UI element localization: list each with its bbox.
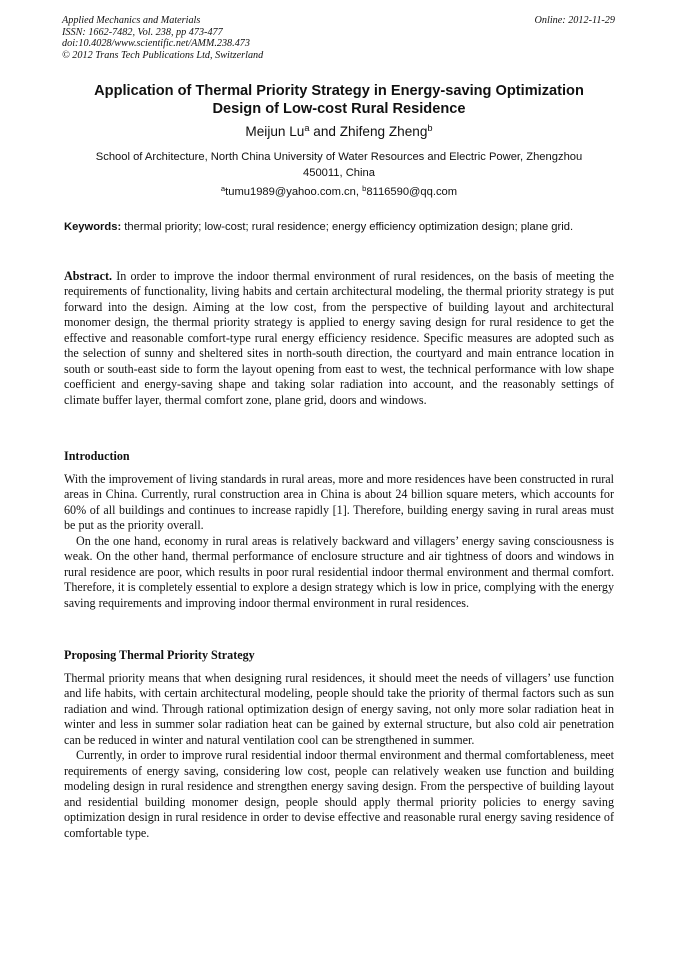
abstract-text: In order to improve the indoor thermal environment of rural residences, on the basis of meeting the requirements of functionality, living habits and certain architectural modeling, the thermal priority strategy is put forward into the design. Aiming at the low cost, from the perspective of building layout and architectural monomer design, the thermal priority strategy is applied to energy saving design for rural residence to get the effective and reasonable comfort-type rural energy efficiency residence. Specific measures are adopted such as the selection of sunny and sheltered sites in north-south direction, the courtyard and main entrance location in south or south-east side to form the layout opening from east to west, the technical performance with low shape coefficient and energy-saving shape and taking solar radiation into account, and the reasonably settings of climate buffer layer, thermal comfort zone, plane grid, doors and windows. [64,269,614,407]
affiliation [56,149,622,181]
author-2-name: Zhifeng Zheng [339,124,428,139]
proposing-heading: Proposing Thermal Priority Strategy [64,648,255,662]
introduction-heading: Introduction [64,449,130,463]
title-line-1: Application of Thermal Priority Strategy in Energy-saving Optimization [94,83,584,99]
proposing-paragraph-1: Thermal priority means that when designing rural residences, it should meet the needs of villagers’ use function and life habits, with certain architectural modeling, people should take the priority of thermal factors such as sun radiation and wind. Through rational optimization design of energy saving, not only more solar radiation heat in winter and less in summer solar radiation heat can be gained by external structure, but also cold air penetration can be reduced in winter and natural ventilation cool can be strengthened in summer. [64,671,614,747]
affiliation-line-1: School of Architecture, North China University of Water Resources and Electric Power, Zhengzhou [95,151,583,163]
abstract-label: Abstract. [64,269,113,283]
doi-line: doi:10.4028/www.scientific.net/AMM.238.473 [62,38,250,50]
affiliation-line-2: 450011, China [303,167,375,179]
proposing-section [64,671,614,841]
email-b-link[interactable]: 8116590@qq.com [366,186,458,198]
issn-line: ISSN: 1662-7482, Vol. 238, pp 473-477 [62,26,223,38]
author-1-marker: a [304,122,310,133]
author-list [40,123,638,141]
keywords-label: Keywords: [64,221,122,233]
proposing-paragraph-2: Currently, in order to improve rural residential indoor thermal environment and thermal comfortableness, meet requirements of energy saving, considering low cost, people can relatively weaken use function and building modeling design in rural residence and strengthen energy saving design. From the perspective of building layout and residential building monomer design, people should apply thermal priority policies to energy saving optimization design in rural residence in order to devise effective and reasonable rural energy saving residence of comfortable type. [64,748,614,840]
copyright-line: © 2012 Trans Tech Publications Ltd, Switzerland [62,49,264,61]
journal-name: Applied Mechanics and Materials [62,15,201,26]
keywords-text: thermal priority; low-cost; rural residence; energy efficiency optimization design; plane grid. [121,221,574,233]
email-a-link[interactable]: tumu1989@yahoo.com.cn, [225,186,363,198]
introduction-paragraph-1: With the improvement of living standards in rural areas, more and more residences have been constructed in rural areas in China. Currently, rural construction area in China is about 24 billion square meters, which accounts for 60% of all buildings and continues to increase rapidly [1]. Therefore, building energy saving in rural areas must be put as the priority overall. [64,472,614,533]
author-emails [40,184,638,200]
paper-title [40,82,638,118]
introduction-section [64,472,614,611]
email-marker-a: a [220,183,226,193]
journal-header [62,15,263,61]
abstract-block [64,269,614,408]
online-date: Online: 2012-11-29 [534,15,615,26]
keywords-block [64,220,614,235]
introduction-paragraph-2: On the one hand, economy in rural areas is relatively backward and villagers’ energy saving consciousness is weak. On the other hand, thermal performance of enclosure structure and air tightness of doors and windows in rural residence are poor, which results in poor rural residential indoor thermal environment and thermal comfort. Therefore, it is completely essential to explore a design strategy which is low in price, complying with the energy saving requirements and improving indoor thermal environment in rural residences. [64,533,614,610]
author-2-marker: b [427,122,433,133]
author-1-name: Meijun Lu [245,124,305,139]
email-marker-b: b [362,183,367,193]
title-line-2: Design of Low-cost Rural Residence [212,101,466,117]
author-separator: and [309,124,340,139]
